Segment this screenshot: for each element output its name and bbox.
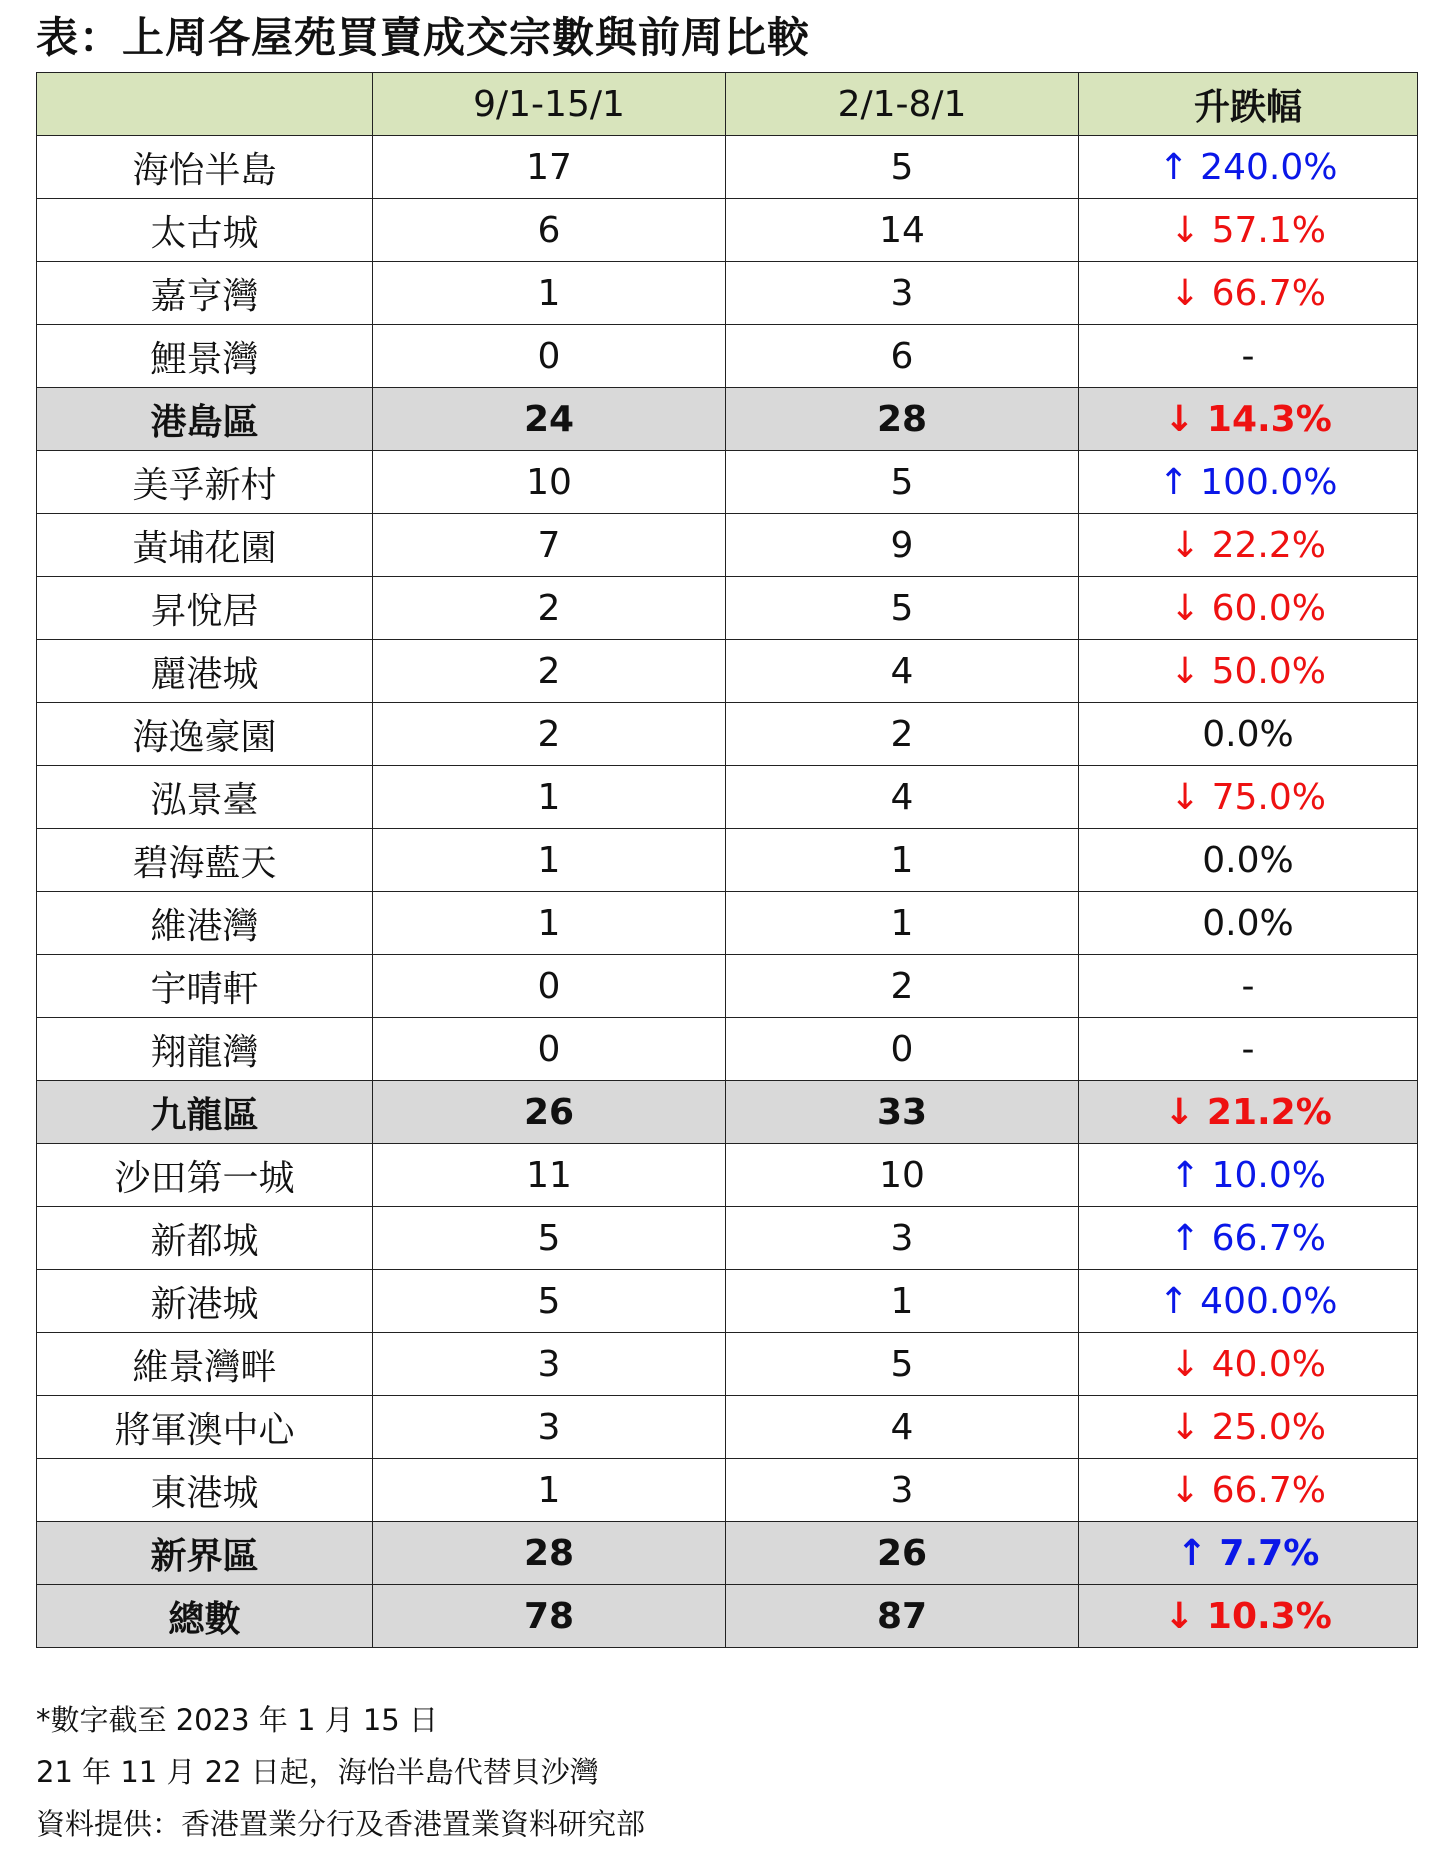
change-percent-cell: 0.0% [1079, 829, 1418, 892]
previous-week-count-cell: 10 [726, 1144, 1079, 1207]
estate-cell: 美孚新村 [37, 451, 373, 514]
current-week-count-cell: 28 [373, 1522, 726, 1585]
current-week-count-cell: 5 [373, 1270, 726, 1333]
footnotes [36, 1694, 645, 1850]
change-percent-cell: ↑ 240.0% [1079, 136, 1418, 199]
previous-week-count-cell: 9 [726, 514, 1079, 577]
change-percent-cell: - [1079, 955, 1418, 1018]
table-row-subtotal [37, 1081, 1418, 1144]
change-percent-cell: ↓ 40.0% [1079, 1333, 1418, 1396]
change-percent-cell: ↑ 100.0% [1079, 451, 1418, 514]
current-week-count-cell: 2 [373, 703, 726, 766]
current-week-count-cell: 1 [373, 262, 726, 325]
page-title: 表：上周各屋苑買賣成交宗數與前周比較 [36, 13, 811, 62]
estate-cell: 昇悅居 [37, 577, 373, 640]
current-week-count-cell: 1 [373, 829, 726, 892]
current-week-count-cell: 0 [373, 1018, 726, 1081]
estate-cell: 總數 [37, 1585, 373, 1648]
current-week-count-cell: 26 [373, 1081, 726, 1144]
header-change: 升跌幅 [1079, 73, 1418, 136]
estate-cell: 麗港城 [37, 640, 373, 703]
table-row [37, 703, 1418, 766]
estate-cell: 宇晴軒 [37, 955, 373, 1018]
previous-week-count-cell: 3 [726, 1459, 1079, 1522]
estate-cell: 嘉亨灣 [37, 262, 373, 325]
estate-cell: 港島區 [37, 388, 373, 451]
previous-week-count-cell: 2 [726, 703, 1079, 766]
current-week-count-cell: 24 [373, 388, 726, 451]
current-week-count-cell: 11 [373, 1144, 726, 1207]
current-week-count-cell: 78 [373, 1585, 726, 1648]
previous-week-count-cell: 14 [726, 199, 1079, 262]
estate-cell: 鯉景灣 [37, 325, 373, 388]
table-row [37, 199, 1418, 262]
previous-week-count-cell: 1 [726, 892, 1079, 955]
previous-week-count-cell: 4 [726, 766, 1079, 829]
header-period-current: 9/1-15/1 [373, 73, 726, 136]
change-percent-cell: ↓ 66.7% [1079, 262, 1418, 325]
change-percent-cell: ↓ 14.3% [1079, 388, 1418, 451]
table-row [37, 1018, 1418, 1081]
previous-week-count-cell: 5 [726, 1333, 1079, 1396]
transactions-table [36, 72, 1418, 1648]
previous-week-count-cell: 4 [726, 640, 1079, 703]
table-row [37, 1144, 1418, 1207]
footnote-data-date: *數字截至 2023 年 1 月 15 日 [36, 1703, 438, 1737]
previous-week-count-cell: 2 [726, 955, 1079, 1018]
previous-week-count-cell: 3 [726, 1207, 1079, 1270]
estate-cell: 泓景臺 [37, 766, 373, 829]
change-percent-cell: 0.0% [1079, 703, 1418, 766]
estate-cell: 黃埔花園 [37, 514, 373, 577]
change-percent-cell: - [1079, 1018, 1418, 1081]
change-percent-cell: ↓ 10.3% [1079, 1585, 1418, 1648]
current-week-count-cell: 5 [373, 1207, 726, 1270]
estate-cell: 將軍澳中心 [37, 1396, 373, 1459]
change-percent-cell: ↓ 75.0% [1079, 766, 1418, 829]
previous-week-count-cell: 0 [726, 1018, 1079, 1081]
table-header-row [37, 73, 1418, 136]
change-percent-cell: ↑ 7.7% [1079, 1522, 1418, 1585]
estate-cell: 碧海藍天 [37, 829, 373, 892]
table-row [37, 514, 1418, 577]
estate-cell: 新都城 [37, 1207, 373, 1270]
table-row-subtotal [37, 388, 1418, 451]
previous-week-count-cell: 28 [726, 388, 1079, 451]
current-week-count-cell: 1 [373, 1459, 726, 1522]
change-percent-cell: ↑ 66.7% [1079, 1207, 1418, 1270]
previous-week-count-cell: 5 [726, 577, 1079, 640]
header-estate [37, 73, 373, 136]
change-percent-cell: ↑ 400.0% [1079, 1270, 1418, 1333]
change-percent-cell: ↓ 21.2% [1079, 1081, 1418, 1144]
change-percent-cell: ↓ 60.0% [1079, 577, 1418, 640]
current-week-count-cell: 0 [373, 325, 726, 388]
footnote-replacement: 21 年 11 月 22 日起，海怡半島代替貝沙灣 [36, 1755, 599, 1789]
estate-cell: 九龍區 [37, 1081, 373, 1144]
table-row [37, 955, 1418, 1018]
table-row [37, 1333, 1418, 1396]
table-row [37, 892, 1418, 955]
change-percent-cell: ↓ 66.7% [1079, 1459, 1418, 1522]
table-row-subtotal [37, 1585, 1418, 1648]
table-row [37, 262, 1418, 325]
estate-cell: 新界區 [37, 1522, 373, 1585]
estate-cell: 東港城 [37, 1459, 373, 1522]
current-week-count-cell: 1 [373, 766, 726, 829]
table-row [37, 136, 1418, 199]
current-week-count-cell: 7 [373, 514, 726, 577]
change-percent-cell: ↓ 25.0% [1079, 1396, 1418, 1459]
change-percent-cell: ↓ 22.2% [1079, 514, 1418, 577]
current-week-count-cell: 2 [373, 577, 726, 640]
previous-week-count-cell: 6 [726, 325, 1079, 388]
previous-week-count-cell: 3 [726, 262, 1079, 325]
table-row [37, 451, 1418, 514]
table-body [37, 136, 1418, 1648]
change-percent-cell: - [1079, 325, 1418, 388]
current-week-count-cell: 17 [373, 136, 726, 199]
table-row-subtotal [37, 1522, 1418, 1585]
current-week-count-cell: 2 [373, 640, 726, 703]
current-week-count-cell: 6 [373, 199, 726, 262]
previous-week-count-cell: 1 [726, 829, 1079, 892]
table-row [37, 1396, 1418, 1459]
change-percent-cell: ↓ 50.0% [1079, 640, 1418, 703]
footnote-source: 資料提供：香港置業分行及香港置業資料研究部 [36, 1807, 646, 1841]
current-week-count-cell: 0 [373, 955, 726, 1018]
change-percent-cell: 0.0% [1079, 892, 1418, 955]
estate-cell: 海逸豪園 [37, 703, 373, 766]
table-row [37, 325, 1418, 388]
header-period-previous: 2/1-8/1 [726, 73, 1079, 136]
estate-cell: 新港城 [37, 1270, 373, 1333]
previous-week-count-cell: 26 [726, 1522, 1079, 1585]
current-week-count-cell: 3 [373, 1396, 726, 1459]
previous-week-count-cell: 1 [726, 1270, 1079, 1333]
current-week-count-cell: 3 [373, 1333, 726, 1396]
table-row [37, 1207, 1418, 1270]
table-row [37, 577, 1418, 640]
previous-week-count-cell: 33 [726, 1081, 1079, 1144]
table-row [37, 1459, 1418, 1522]
estate-cell: 維景灣畔 [37, 1333, 373, 1396]
table-row [37, 1270, 1418, 1333]
estate-cell: 海怡半島 [37, 136, 373, 199]
table-row [37, 640, 1418, 703]
table-row [37, 766, 1418, 829]
previous-week-count-cell: 87 [726, 1585, 1079, 1648]
table-row [37, 829, 1418, 892]
current-week-count-cell: 1 [373, 892, 726, 955]
estate-cell: 太古城 [37, 199, 373, 262]
previous-week-count-cell: 5 [726, 451, 1079, 514]
estate-cell: 翔龍灣 [37, 1018, 373, 1081]
estate-cell: 維港灣 [37, 892, 373, 955]
previous-week-count-cell: 4 [726, 1396, 1079, 1459]
previous-week-count-cell: 5 [726, 136, 1079, 199]
estate-cell: 沙田第一城 [37, 1144, 373, 1207]
current-week-count-cell: 10 [373, 451, 726, 514]
change-percent-cell: ↓ 57.1% [1079, 199, 1418, 262]
change-percent-cell: ↑ 10.0% [1079, 1144, 1418, 1207]
